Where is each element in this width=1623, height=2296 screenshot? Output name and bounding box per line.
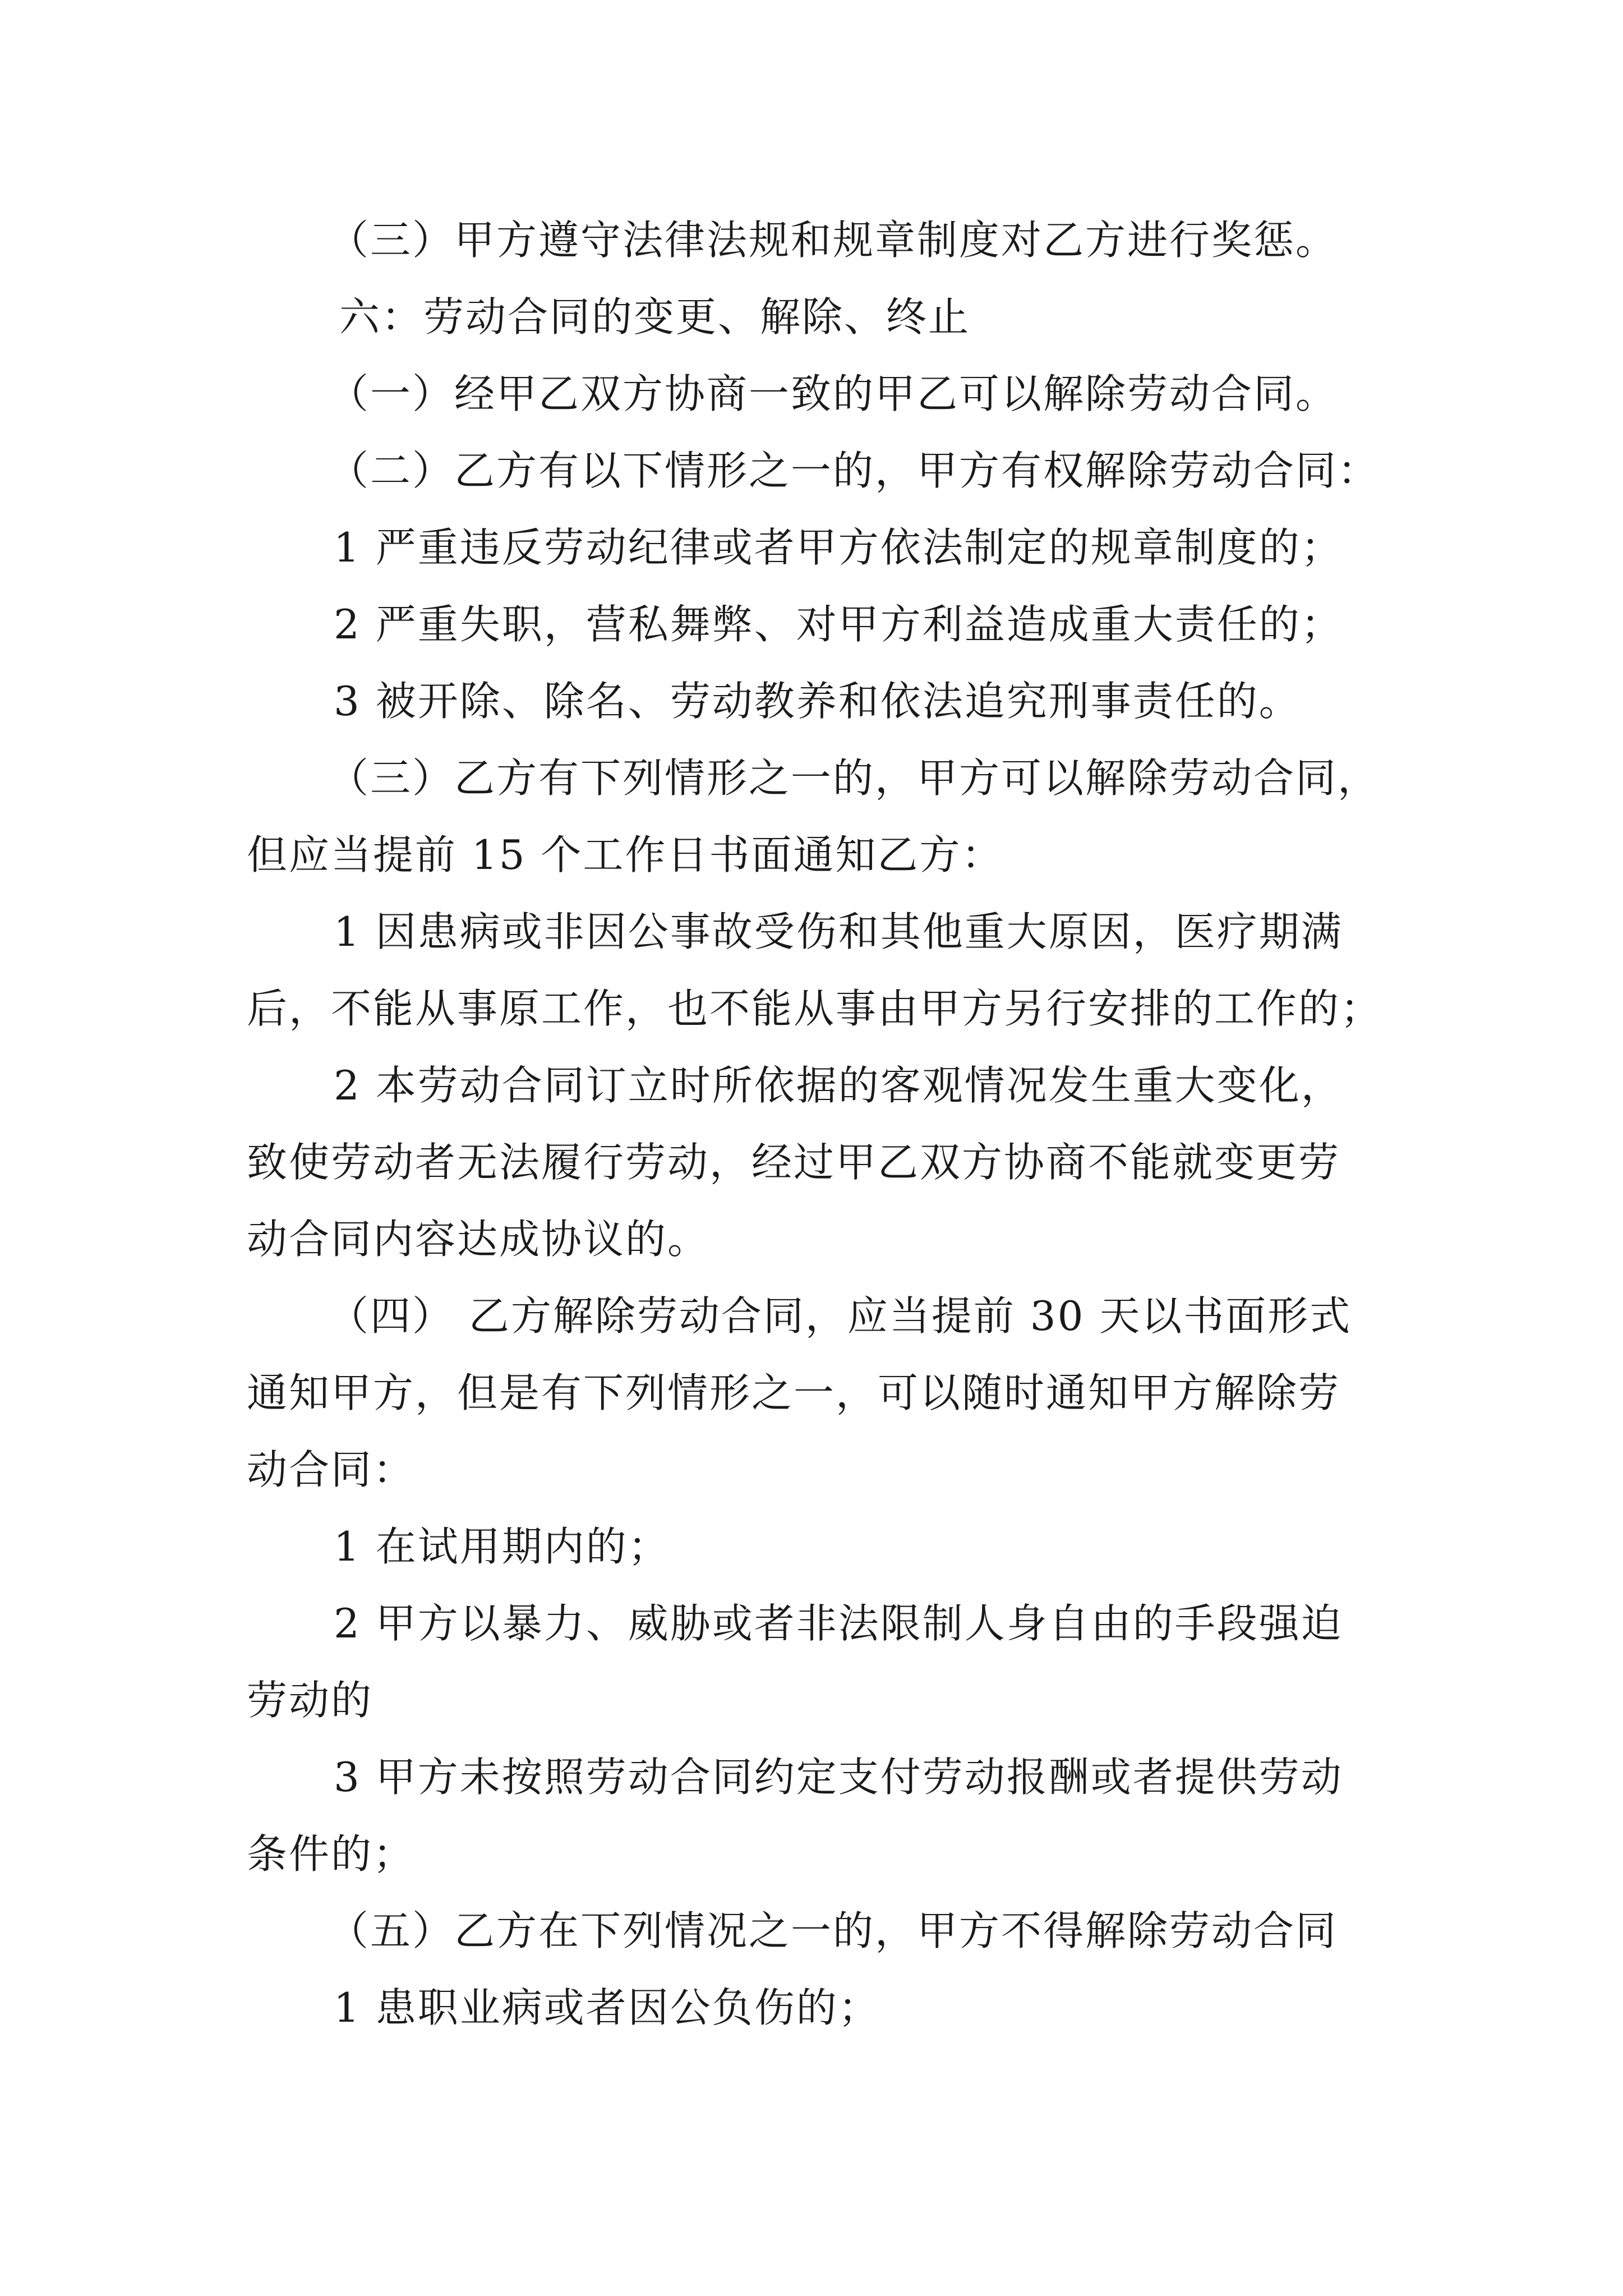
- clause-line: （一）经甲乙双方协商一致的甲乙可以解除劳动合同。: [328, 370, 1338, 417]
- clause-line: （三）甲方遵守法律法规和规章制度对乙方进行奖惩。: [328, 217, 1338, 264]
- clause-line: 通知甲方，但是有下列情形之一，可以随时通知甲方解除劳: [247, 1369, 1341, 1416]
- clause-line: 劳动的: [247, 1677, 374, 1724]
- clause-line: 1 因患病或非因公事故受伤和其他重大原因，医疗期满: [334, 908, 1343, 955]
- clause-line: 3 甲方未按照劳动合同约定支付劳动报酬或者提供劳动: [334, 1754, 1343, 1801]
- clause-line: （二）乙方有以下情形之一的，甲方有权解除劳动合同：: [328, 447, 1380, 494]
- clause-line: 后，不能从事原工作，也不能从事由甲方另行安排的工作的；: [247, 985, 1383, 1032]
- clause-line: 1 严重违反劳动纪律或者甲方依法制定的规章制度的；: [334, 524, 1343, 571]
- clause-line: 动合同内容达成协议的。: [247, 1216, 710, 1263]
- clause-line: （三）乙方有下列情形之一的，甲方可以解除劳动合同，: [328, 754, 1380, 802]
- contract-text: [247, 202, 1419, 2046]
- clause-line: 致使劳动者无法履行劳动，经过甲乙双方协商不能就变更劳: [247, 1139, 1341, 1186]
- clause-line: 2 甲方以暴力、威胁或者非法限制人身自由的手段强迫: [334, 1600, 1343, 1647]
- clause-line: 3 被开除、除名、劳动教养和依法追究刑事责任的。: [334, 678, 1301, 725]
- clause-line: （四） 乙方解除劳动合同，应当提前 30 天以书面形式: [328, 1292, 1352, 1340]
- section-heading: 六：劳动合同的变更、解除、终止: [339, 293, 971, 341]
- clause-line: 但应当提前 15 个工作日书面通知乙方：: [247, 831, 1004, 878]
- clause-line: （五）乙方在下列情况之一的，甲方不得解除劳动合同: [328, 1907, 1338, 1954]
- clause-line: 1 在试用期内的；: [334, 1523, 670, 1570]
- clause-line: 条件的；: [247, 1830, 416, 1878]
- clause-line: 1 患职业病或者因公负伤的；: [334, 1984, 880, 2031]
- clause-line: 2 本劳动合同订立时所依据的客观情况发生重大变化，: [334, 1062, 1343, 1109]
- clause-line: 2 严重失职，营私舞弊、对甲方利益造成重大责任的；: [334, 601, 1343, 648]
- clause-line: 动合同：: [247, 1446, 416, 1493]
